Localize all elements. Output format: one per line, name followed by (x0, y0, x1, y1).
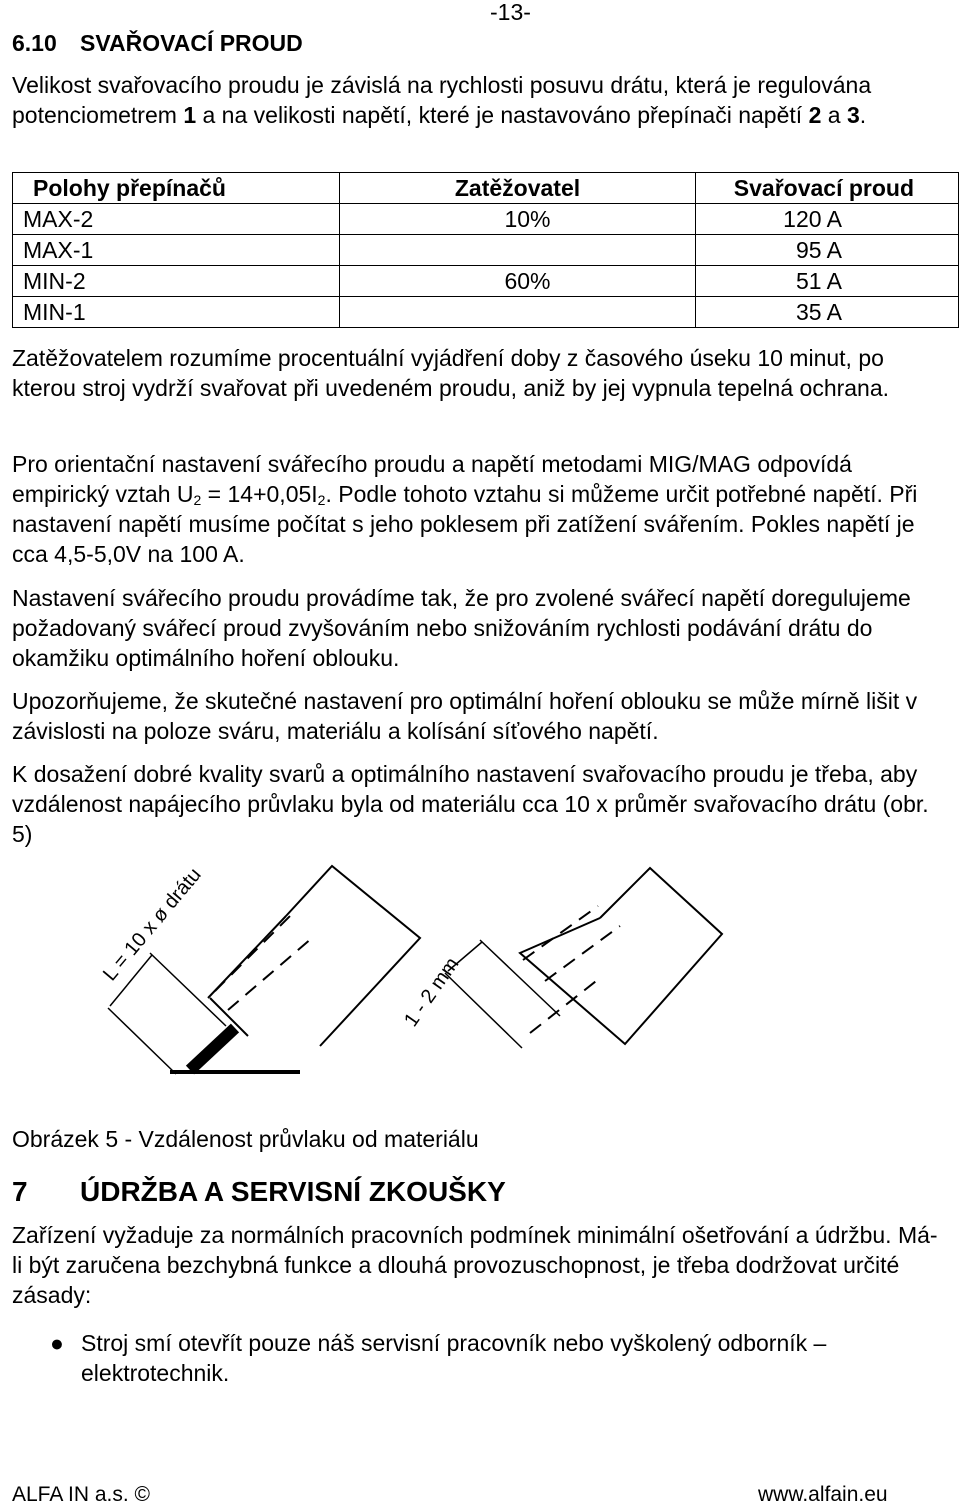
table-cell (340, 235, 696, 266)
section-7-number: 7 (12, 1176, 28, 1207)
table-cell: 10% (340, 204, 696, 235)
table-row (13, 266, 959, 297)
table-row (13, 204, 959, 235)
nozzle-distance-figure (0, 858, 960, 1108)
table-header-row (13, 173, 959, 204)
table-header: Svařovací proud (696, 173, 959, 204)
table-cell: 51 A (696, 266, 959, 297)
mig-paragraph: Pro orientační nastavení svářecího proudu a napětí metodami MIG/MAG odpovídá empirický vztah $U_2 = 14+0,05I_2$. Podle tohoto vztahu si můžeme určit potřebné napětí. Při nastavení napětí musíme počítat s jeho poklesem při zatížení svářením. Pokles napětí je cca 4,5-5,0V na 100 A. (12, 451, 918, 567)
warning-paragraph: Upozorňujeme, že skutečné nastavení pro optimální hoření oblouku se může mírně lišit v závislosti na poloze sváru, materiálu a kolísání síťového napětí. (12, 688, 918, 744)
table-cell (340, 297, 696, 328)
dimension-label-left: L = 10 x ø drátu (98, 863, 206, 986)
section-heading (12, 30, 303, 56)
table-cell: MAX-2 (13, 204, 340, 235)
current-table (12, 172, 959, 328)
setting-paragraph: Nastavení svářecího proudu provádíme tak, že pro zvolené svářecí napětí doregulujeme požadovaný svářecí proud zvyšováním nebo snižováním rychlosti podávání drátu do okamžiku optimálního hoření oblouku. (12, 585, 911, 671)
table-cell: 95 A (696, 235, 959, 266)
section-title: SVAŘOVACÍ PROUD (80, 30, 303, 56)
figure-caption: Obrázek 5 - Vzdálenost průvlaku od materiálu (12, 1126, 479, 1152)
table-cell: MIN-1 (13, 297, 340, 328)
table-cell: 60% (340, 266, 696, 297)
table-row (13, 235, 959, 266)
footer-website[interactable]: www.alfain.eu (758, 1483, 888, 1506)
table-cell: 120 A (696, 204, 959, 235)
maintenance-paragraph: Zařízení vyžaduje za normálních pracovních podmínek minimální ošetřování a údržbu. Má-li být zaručena bezchybná funkce a dlouhá provozuschopnost, je třeba dodržovat určité zásady: (12, 1222, 938, 1308)
intro-paragraph: Velikost svařovacího proudu je závislá na rychlosti posuvu drátu, která je regulována potenciometrem 1 a na velikosti napětí, které je nastavováno přepínači napětí 2 a 3. (12, 72, 872, 128)
load-paragraph: Zatěžovatelem rozumíme procentuální vyjádření doby z časového úseku 10 minut, po kterou stroj vydrží svařovat při uvedeném proudu, aniž by jej vypnula tepelná ochrana. (12, 345, 890, 401)
table-row (13, 297, 959, 328)
section-number: 6.10 (12, 30, 57, 56)
left-torch-drawing (108, 866, 420, 1074)
page-number: -13- (490, 0, 531, 25)
bullet-icon: ● (50, 1330, 64, 1356)
table-header: Polohy přepínačů (13, 173, 340, 204)
bullet-list (50, 1328, 950, 1388)
dimension-label-right: 1 - 2 mm (400, 953, 464, 1031)
list-item-text: Stroj smí otevřít pouze náš servisní pracovník nebo vyškolený odborník – elektrotechnik. (81, 1330, 827, 1386)
list-item (50, 1328, 950, 1388)
distance-paragraph: K dosažení dobré kvality svarů a optimálního nastavení svařovacího proudu je třeba, aby vzdálenost napájecího průvlaku byla od materiálu cca 10 x průměr svařovacího drátu (obr. 5) (12, 761, 929, 847)
table-cell: MAX-1 (13, 235, 340, 266)
section-7-title: ÚDRŽBA A SERVISNÍ ZKOUŠKY (80, 1176, 506, 1207)
footer-company: ALFA IN a.s. © (12, 1483, 151, 1506)
table-cell: 35 A (696, 297, 959, 328)
table-header: Zatěžovatel (340, 173, 696, 204)
right-torch-drawing (445, 868, 722, 1048)
section-7-heading (12, 1175, 506, 1209)
table-cell: MIN-2 (13, 266, 340, 297)
